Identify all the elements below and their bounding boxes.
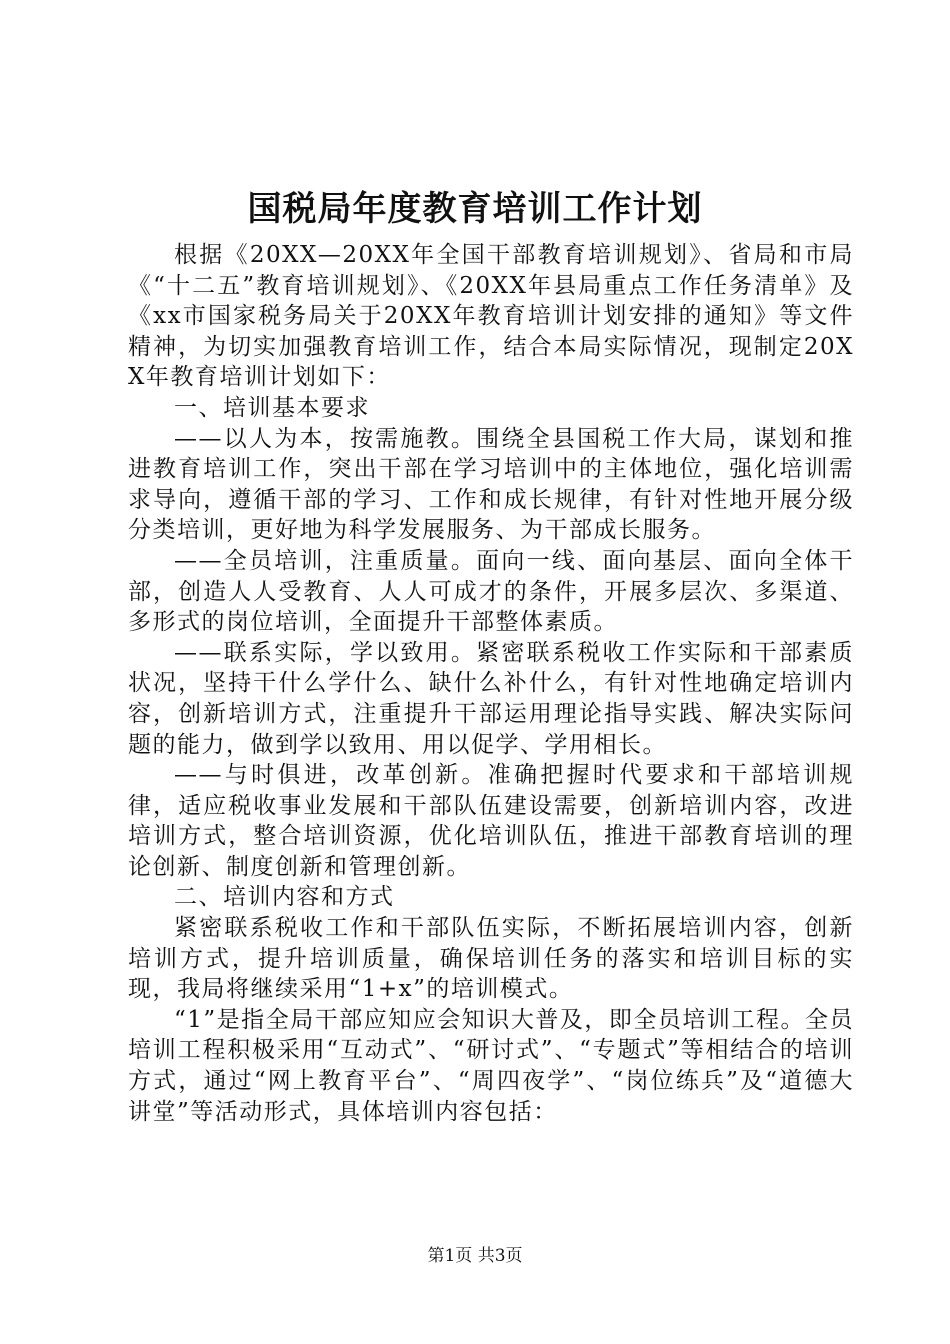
- document-body: [128, 240, 854, 1127]
- paragraph-full-staff-program: “1”是指全局干部应知应会知识大普及，即全员培训工程。全员培训工程积极采用“互动式”、“研讨式”、“专题式”等相结合的培训方式，通过“网上教育平台”、“周四夜学”、“岗位练兵”及“道德大讲堂”等活动形式，具体培训内容包括：: [128, 1006, 854, 1125]
- section-heading-2: 二、培训内容和方式: [174, 884, 395, 911]
- paragraph-training-mode: 紧密联系税收工作和干部队伍实际，不断拓展培训内容，创新培训方式，提升培训质量，确保培训任务的落实和培训目标的实现，我局将继续采用“1+x”的培训模式。: [128, 915, 854, 1003]
- paragraph-innovation: ——与时俱进，改革创新。准确把握时代要求和干部培训规律，适应税收事业发展和干部队伍建设需要，创新培训内容，改进培训方式，整合培训资源，优化培训队伍，推进干部教育培训的理论创新、制度创新和管理创新。: [128, 762, 854, 880]
- paragraph-people-oriented: ——以人为本，按需施教。围绕全县国税工作大局，谋划和推进教育培训工作，突出干部在学习培训中的主体地位，强化培训需求导向，遵循干部的学习、工作和成长规律，有针对性地开展分级分类培训，更好地为科学发展服务、为干部成长服务。: [128, 425, 854, 544]
- section-heading-1: 一、培训基本要求: [174, 394, 370, 421]
- page-number-footer: 第1页 共3页: [427, 1246, 523, 1266]
- paragraph-practical: ——联系实际，学以致用。紧密联系税收工作实际和干部素质状况，坚持干什么学什么、缺什么补什么，有针对性地确定培训内容，创新培训方式，注重提升干部运用理论指导实践、解决实际问题的能力，做到学以致用、用以促学、学用相长。: [128, 639, 854, 758]
- document-title: 国税局年度教育培训工作计划: [247, 189, 703, 229]
- paragraph-full-training: ——全员培训，注重质量。面向一线、面向基层、面向全体干部，创造人人受教育、人人可成才的条件，开展多层次、多渠道、多形式的岗位培训，全面提升干部整体素质。: [128, 547, 854, 636]
- paragraph-intro: 根据《20XX—20XX年全国干部教育培训规划》、省局和市局《“十二五”教育培训规划》、《20XX年县局重点工作任务清单》及《xx市国家税务局关于20XX年教育培训计划安排的通知》等文件精神，为切实加强教育培训工作，结合本局实际情况，现制定20XX年教育培训计划如下：: [128, 242, 854, 391]
